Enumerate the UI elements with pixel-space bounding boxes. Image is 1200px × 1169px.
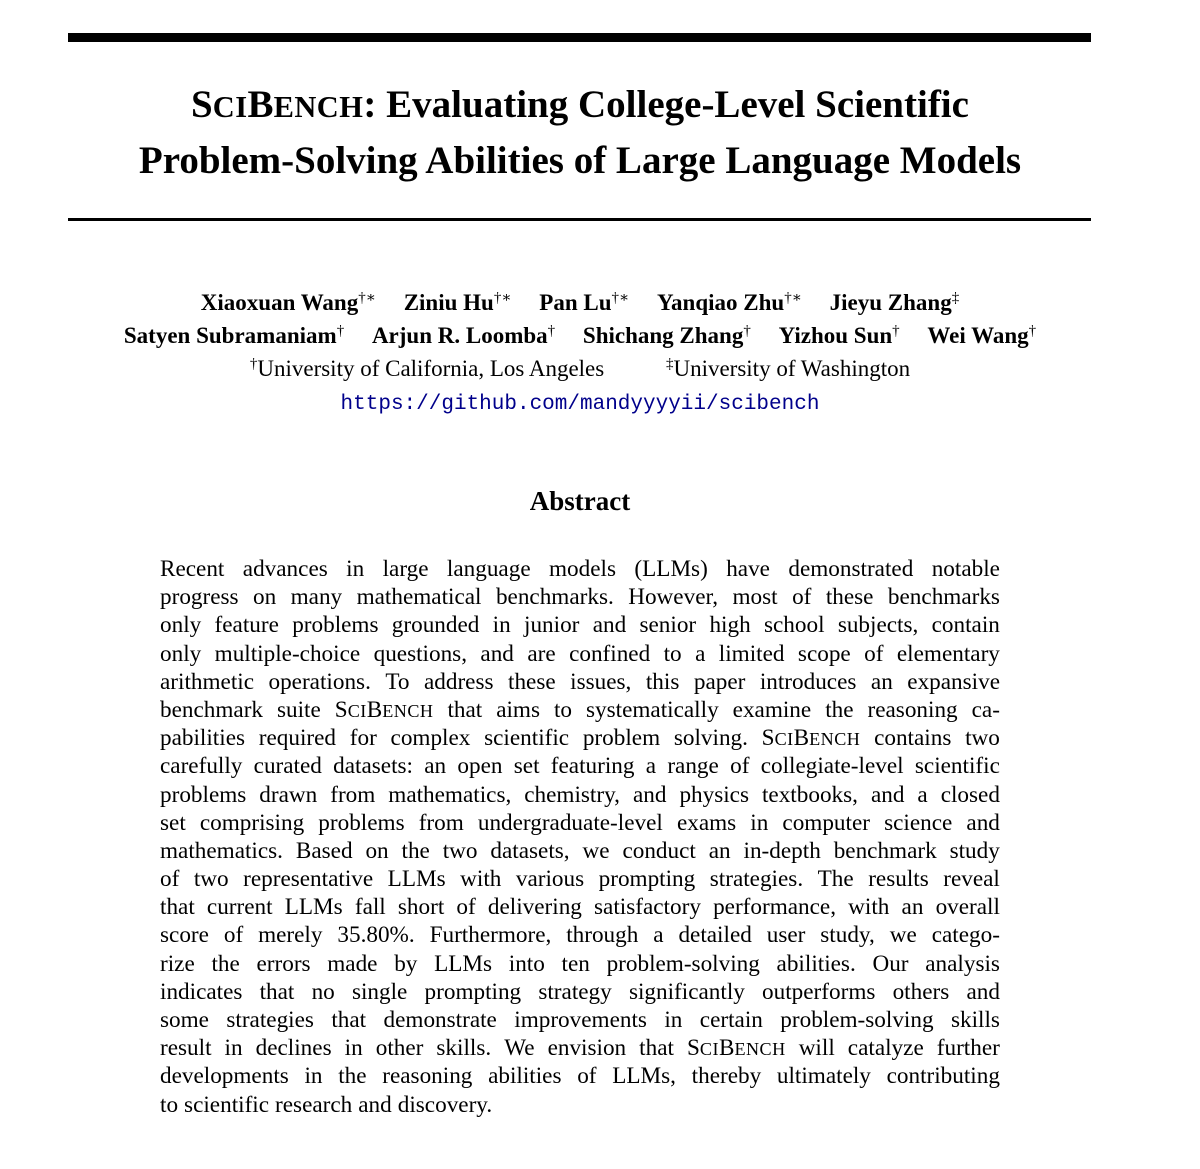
abstract-word: mathematical xyxy=(356,584,482,611)
author: Jieyu Zhang‡ xyxy=(829,290,960,315)
title-line-1: SCIBENCH: Evaluating College-Level Scientific xyxy=(191,83,969,126)
abstract-word: study, xyxy=(820,922,875,949)
abstract-heading: Abstract xyxy=(529,486,631,516)
abstract-word: envision xyxy=(547,1035,627,1062)
abstract-word: scientific xyxy=(484,725,570,752)
abstract-line xyxy=(160,1006,1000,1034)
abstract-word: of xyxy=(864,640,884,667)
abstract-word: confined xyxy=(569,640,651,667)
abstract-line xyxy=(160,1034,1000,1062)
abstract-word: feature xyxy=(214,612,279,639)
abstract-line xyxy=(160,921,1000,949)
abstract-word: declines xyxy=(255,1035,332,1062)
abstract-word: problem-solving xyxy=(780,1007,934,1033)
author: Shichang Zhang† xyxy=(582,323,751,348)
abstract-word: of xyxy=(223,922,244,949)
abstract-word: computer xyxy=(782,809,870,836)
author: Arjun R. Loomba† xyxy=(371,323,556,348)
abstract-word: strategy xyxy=(538,978,612,1005)
abstract-word: of xyxy=(160,866,180,893)
abstract-word: and xyxy=(966,809,1000,836)
abstract-word: benchmark xyxy=(160,696,264,723)
abstract-word: LLMs xyxy=(387,866,446,893)
abstract-word: We xyxy=(504,1035,535,1062)
abstract-word: of xyxy=(730,753,750,780)
abstract-word: problem xyxy=(582,725,661,752)
abstract-word: through xyxy=(566,922,639,949)
abstract-word: that xyxy=(639,1035,674,1062)
abstract-word: mathematics, xyxy=(388,781,512,808)
abstract-word: rize xyxy=(160,950,195,977)
abstract-word: prompting xyxy=(598,866,696,893)
abstract-word: we xyxy=(582,837,610,864)
abstract-word: introduces xyxy=(759,668,857,695)
abstract-word: we xyxy=(889,922,917,949)
abstract-word: abilities xyxy=(488,1063,562,1090)
abstract-word: issues, xyxy=(570,668,632,695)
abstract-word: solving. xyxy=(673,725,748,752)
abstract-word: curated xyxy=(253,753,322,780)
abstract-word: contributing xyxy=(886,1063,1000,1090)
abstract-word: LLMs, xyxy=(612,1063,676,1090)
abstract-word: mathematics. xyxy=(160,837,283,864)
abstract-word: limited xyxy=(718,640,785,667)
abstract-word: advances xyxy=(242,556,328,582)
abstract-word: skills xyxy=(950,1007,1000,1033)
abstract-word: set xyxy=(160,809,186,836)
abstract-word: LLMs xyxy=(434,950,493,977)
abstract-word: multiple-choice xyxy=(214,640,361,667)
abstract-word: improvements xyxy=(514,1007,647,1033)
abstract-word: that xyxy=(259,978,295,1005)
abstract-word: and xyxy=(592,612,627,639)
abstract-word: junior xyxy=(524,612,580,639)
abstract-word: these xyxy=(508,668,556,695)
abstract-word: and xyxy=(480,640,514,667)
abstract-word: in xyxy=(346,556,365,582)
abstract-word: undergraduate-level xyxy=(477,809,663,836)
abstract-line xyxy=(160,583,1000,611)
abstract-word: Furthermore, xyxy=(429,922,552,949)
abstract-word: the xyxy=(211,950,240,977)
abstract-word: physics xyxy=(679,781,749,808)
abstract-word: merely xyxy=(258,922,323,949)
abstract-word: demonstrate xyxy=(383,1007,497,1033)
abstract-word: suite xyxy=(277,696,321,723)
abstract-word: errors xyxy=(256,950,311,977)
abstract-word: overall xyxy=(935,894,1000,921)
author: Satyen Subramaniam† xyxy=(123,323,345,348)
abstract-word: into xyxy=(508,950,545,977)
abstract-word: scientific xyxy=(184,1091,270,1118)
abstract-word: problems xyxy=(160,781,247,808)
abstract-word: closed xyxy=(940,781,1000,808)
abstract-word: and xyxy=(966,978,1000,1005)
abstract-word: others xyxy=(892,978,950,1005)
abstract-word: delivering xyxy=(487,894,582,921)
abstract-word: The xyxy=(817,866,854,893)
abstract-word: for xyxy=(349,725,377,752)
abstract-word: in xyxy=(750,809,769,836)
abstract-word: ca- xyxy=(971,696,1000,723)
abstract-word: in xyxy=(664,1007,683,1033)
abstract-word: benchmark xyxy=(833,837,937,864)
title-line-2: Problem-Solving Abilities of Large Language Models xyxy=(138,139,1022,182)
abstract-word: ultimately xyxy=(776,1063,871,1090)
abstract-line xyxy=(160,837,1000,865)
abstract-word: in xyxy=(224,1035,243,1062)
abstract-word: an xyxy=(424,753,447,780)
abstract-word: of xyxy=(792,584,812,611)
abstract-word: certain xyxy=(699,1007,763,1033)
abstract-word: skills. xyxy=(436,1035,492,1062)
abstract-word: that xyxy=(447,696,483,723)
abstract-word: range xyxy=(667,753,719,780)
abstract-word: datasets: xyxy=(333,753,413,780)
abstract-word: to xyxy=(553,696,573,723)
abstract-word: ten xyxy=(561,950,590,977)
author-block xyxy=(40,286,1120,421)
abstract-word: score xyxy=(160,922,209,949)
abstract-word: further xyxy=(936,1035,1000,1062)
abstract-word: paper xyxy=(693,668,746,695)
abstract-word: notable xyxy=(931,556,1000,582)
abstract-word: problems xyxy=(292,612,379,639)
abstract-word: two xyxy=(193,866,229,893)
abstract-word: chemistry, xyxy=(524,781,620,808)
abstract-word: some xyxy=(160,1007,209,1033)
abstract-word: Our xyxy=(872,950,909,977)
abstract-word: catego- xyxy=(931,922,1000,949)
abstract-word: user xyxy=(766,922,806,949)
abstract-word: catalyze xyxy=(847,1035,924,1062)
abstract-word: SCIBENCH xyxy=(761,725,861,752)
abstract-word: reasoning xyxy=(867,696,958,723)
abstract-word: significantly xyxy=(628,978,745,1005)
abstract-line xyxy=(160,1091,1000,1119)
abstract-word: strategies. xyxy=(709,866,804,893)
abstract-line xyxy=(160,893,1000,921)
abstract-word: indicates xyxy=(160,978,243,1005)
abstract-line xyxy=(160,809,1000,837)
abstract-word: to xyxy=(160,1091,179,1118)
abstract-word: two xyxy=(965,725,1000,752)
abstract-word: representative xyxy=(243,866,374,893)
abstract-word: carefully xyxy=(160,753,243,780)
abstract-word: results xyxy=(868,866,929,893)
abstract-line xyxy=(160,724,1000,752)
abstract-word: problems xyxy=(318,809,405,836)
abstract-word: scope xyxy=(797,640,851,667)
abstract-word: a xyxy=(695,640,706,667)
abstract-word: progress xyxy=(160,584,239,611)
abstract-word: SCIBENCH xyxy=(686,1035,786,1062)
abstract-word: discovery. xyxy=(397,1091,493,1118)
abstract-word: a xyxy=(917,781,928,808)
author: Ziniu Hu†∗ xyxy=(403,290,512,315)
abstract-line xyxy=(160,696,1000,724)
abstract-word: two xyxy=(442,837,478,864)
abstract-word: senior xyxy=(639,612,697,639)
abstract-word: contains xyxy=(874,725,952,752)
affiliation: †University of California, Los Angeles xyxy=(249,356,605,381)
abstract-word: from xyxy=(330,781,376,808)
abstract-word: questions, xyxy=(373,640,467,667)
abstract-word: an xyxy=(901,894,924,921)
abstract-line xyxy=(160,950,1000,978)
abstract-word: contain xyxy=(931,612,1000,639)
abstract-word: in xyxy=(344,1035,363,1062)
abstract-word: However, xyxy=(628,584,719,611)
abstract-word: in-depth xyxy=(743,837,821,864)
abstract-line xyxy=(160,668,1000,696)
abstract-word: the xyxy=(338,1063,367,1090)
abstract-word: To xyxy=(385,668,410,695)
abstract-word: research xyxy=(275,1091,353,1118)
abstract-word: operations. xyxy=(268,668,371,695)
abstract-word: outperforms xyxy=(762,978,876,1005)
abstract-word: satisfactory xyxy=(594,894,701,921)
author-row-1 xyxy=(40,286,1120,319)
abstract-word: 35.80%. xyxy=(337,922,415,949)
abstract-word: a xyxy=(645,753,657,780)
abstract-word: an xyxy=(708,837,731,864)
abstract-word: grounded xyxy=(391,612,480,639)
abstract-word: on xyxy=(253,584,277,611)
abstract-word: arithmetic xyxy=(160,668,254,695)
abstract-word: an xyxy=(870,668,893,695)
abstract-word: models xyxy=(549,556,616,582)
abstract-word: address xyxy=(423,668,494,695)
repo-link[interactable]: https://github.com/mandyyyyii/scibench xyxy=(340,393,820,416)
top-rule xyxy=(68,33,1091,42)
abstract-word: Based xyxy=(295,837,353,864)
abstract-line xyxy=(160,1062,1000,1090)
abstract-word: benchmarks. xyxy=(495,584,614,611)
abstract-word: of xyxy=(577,1063,597,1090)
abstract-word: short xyxy=(397,894,445,921)
abstract-word: problem-solving xyxy=(606,950,760,977)
abstract-word: (LLMs) xyxy=(634,556,708,582)
abstract-body xyxy=(160,555,1000,1119)
repo-link-row xyxy=(40,385,1120,421)
abstract-word: result xyxy=(160,1035,212,1062)
abstract-line xyxy=(160,752,1000,780)
abstract-word: that xyxy=(160,894,195,921)
abstract-word: benchmarks xyxy=(887,584,1000,611)
abstract-word: prompting xyxy=(424,978,522,1005)
abstract-word: abilities. xyxy=(776,950,856,977)
abstract-line xyxy=(160,611,1000,639)
abstract-word: strategies xyxy=(226,1007,314,1033)
abstract-word: from xyxy=(418,809,464,836)
abstract-word: systematically xyxy=(586,696,719,723)
abstract-word: of xyxy=(456,894,476,921)
abstract-word: a xyxy=(653,922,664,949)
abstract-word: fall xyxy=(354,894,386,921)
abstract-word: LLMs xyxy=(284,894,343,921)
abstract-word: examine xyxy=(732,696,812,723)
abstract-word: expansive xyxy=(907,668,1000,695)
abstract-word: this xyxy=(645,668,680,695)
abstract-word: made xyxy=(327,950,378,977)
abstract-word: by xyxy=(394,950,418,977)
abstract-word: and xyxy=(358,1091,392,1118)
author: Xiaoxuan Wang†∗ xyxy=(200,290,376,315)
abstract-word: complex xyxy=(390,725,471,752)
abstract-word: drawn xyxy=(259,781,318,808)
abstract-word: thereby xyxy=(691,1063,762,1090)
abstract-word: the xyxy=(825,696,854,723)
abstract-word: exams xyxy=(676,809,737,836)
abstract-word: in xyxy=(304,1063,323,1090)
abstract-word: comprising xyxy=(199,809,305,836)
abstract-word: featuring xyxy=(550,753,635,780)
abstract-word: study xyxy=(949,837,1000,864)
abstract-word: with xyxy=(460,866,502,893)
abstract-word: science xyxy=(884,809,953,836)
abstract-word: in xyxy=(492,612,511,639)
abstract-word: current xyxy=(206,894,273,921)
abstract-word: analysis xyxy=(925,950,1000,977)
abstract-word: SCIBENCH xyxy=(334,696,434,723)
abstract-word: various xyxy=(515,866,585,893)
abstract-word: other xyxy=(375,1035,424,1062)
abstract-word: aims xyxy=(496,696,540,723)
abstract-word: that xyxy=(331,1007,367,1033)
abstract-word: to xyxy=(663,640,682,667)
affiliation-row xyxy=(40,352,1120,385)
author: Wei Wang† xyxy=(927,323,1037,348)
abstract-word: no xyxy=(311,978,335,1005)
abstract-line xyxy=(160,555,1000,583)
abstract-word: high xyxy=(709,612,751,639)
abstract-word: subjects, xyxy=(837,612,919,639)
abstract-word: detailed xyxy=(678,922,752,949)
abstract-word: scientific xyxy=(914,753,1000,780)
affiliation: ‡University of Washington xyxy=(665,356,911,381)
author: Yizhou Sun† xyxy=(778,323,900,348)
abstract-word: performance, xyxy=(713,894,837,921)
abstract-word: language xyxy=(446,556,531,582)
abstract-word: have xyxy=(726,556,770,582)
abstract-word: and xyxy=(870,781,905,808)
abstract-word: school xyxy=(763,612,825,639)
abstract-line xyxy=(160,865,1000,893)
abstract-word: only xyxy=(160,612,202,639)
abstract-word: only xyxy=(160,640,202,667)
abstract-word: demonstrated xyxy=(788,556,914,582)
abstract-word: single xyxy=(351,978,408,1005)
abstract-word: open xyxy=(457,753,503,780)
abstract-line xyxy=(160,978,1000,1006)
paper-title xyxy=(40,78,1120,188)
abstract-word: reasoning xyxy=(382,1063,473,1090)
abstract-word: datasets, xyxy=(490,837,570,864)
abstract-word: Recent xyxy=(160,556,225,582)
abstract-word: many xyxy=(290,584,343,611)
abstract-word: developments xyxy=(160,1063,289,1090)
abstract-word: and xyxy=(632,781,667,808)
abstract-word: large xyxy=(382,556,429,582)
title-bottom-rule xyxy=(68,218,1091,221)
abstract-line xyxy=(160,640,1000,668)
abstract-word: most xyxy=(732,584,778,611)
abstract-line xyxy=(160,781,1000,809)
abstract-word: set xyxy=(513,753,540,780)
author: Yanqiao Zhu†∗ xyxy=(656,290,802,315)
abstract-word: are xyxy=(527,640,556,667)
author-row-2 xyxy=(40,319,1120,352)
abstract-word: these xyxy=(825,584,874,611)
abstract-word: conduct xyxy=(622,837,696,864)
abstract-word: pabilities xyxy=(160,725,246,752)
abstract-word: the xyxy=(401,837,430,864)
abstract-word: will xyxy=(798,1035,835,1062)
abstract-word: on xyxy=(365,837,389,864)
abstract-word: textbooks, xyxy=(761,781,858,808)
abstract-word: collegiate-level xyxy=(760,753,904,780)
author: Pan Lu†∗ xyxy=(539,290,630,315)
abstract-word: reveal xyxy=(943,866,1000,893)
abstract-word: required xyxy=(258,725,337,752)
abstract-word: with xyxy=(848,894,890,921)
abstract-word: elementary xyxy=(896,640,1000,667)
